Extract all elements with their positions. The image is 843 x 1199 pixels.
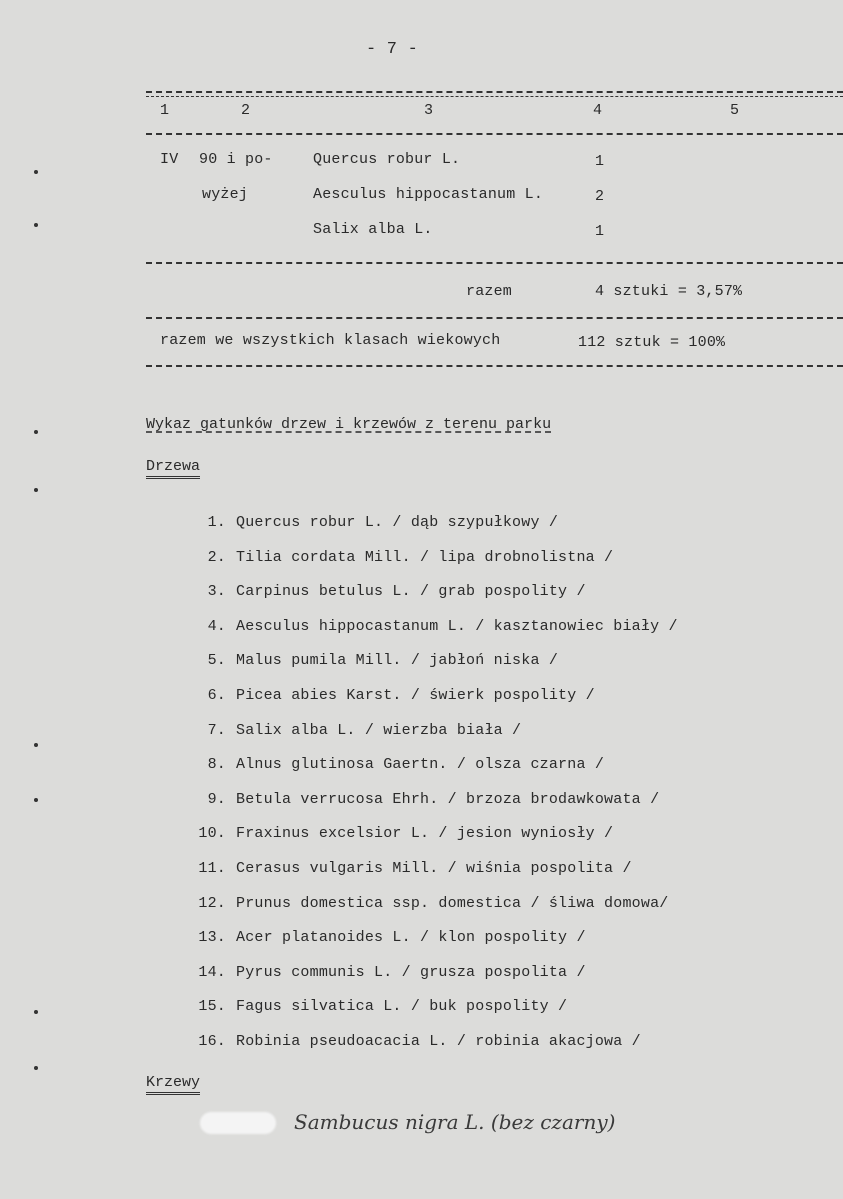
species-name: Quercus robur L. xyxy=(313,151,461,168)
subtotal-label: razem xyxy=(466,283,513,300)
correction-smudge xyxy=(200,1112,276,1134)
table-top-rule-2 xyxy=(146,96,843,97)
margin-dot xyxy=(34,430,38,434)
trees-heading: Drzewa xyxy=(146,458,200,479)
list-item: 4. Aesculus hippocastanum L. / kasztanowiec biały / xyxy=(207,617,678,635)
margin-dot xyxy=(34,1066,38,1070)
list-item: 2. Tilia cordata Mill. / lipa drobnolistna / xyxy=(207,548,614,566)
shrubs-heading: Krzewy xyxy=(146,1074,200,1095)
list-item: 6. Picea abies Karst. / świerk pospolity / xyxy=(207,686,595,704)
list-item: 7. Salix alba L. / wierzba biała / xyxy=(207,721,522,739)
table-top-rule xyxy=(146,91,843,93)
age-range-line1: 90 i po- xyxy=(199,151,273,168)
table-bottom-rule xyxy=(146,365,843,367)
trees-list xyxy=(194,506,678,1060)
total-label: razem we wszystkich klasach wiekowych xyxy=(160,332,501,349)
species-count: 1 xyxy=(595,223,605,240)
page-number: - 7 - xyxy=(366,40,419,59)
margin-dot xyxy=(34,743,38,747)
row-bottom-rule xyxy=(146,262,843,264)
species-count: 2 xyxy=(595,188,605,205)
section-title: Wykaz gatunków drzew i krzewów z terenu parku xyxy=(146,416,552,433)
subtotal-value: 4 sztuki = 3,57% xyxy=(595,283,743,300)
margin-dot xyxy=(34,170,38,174)
column-header-5: 5 xyxy=(730,102,740,119)
header-bottom-rule xyxy=(146,133,843,135)
species-name: Salix alba L. xyxy=(313,221,433,238)
species-count: 1 xyxy=(595,153,605,170)
column-header-2: 2 xyxy=(241,102,251,119)
subtotal-bottom-rule xyxy=(146,317,843,319)
list-item: 13. Acer platanoides L. / klon pospolity / xyxy=(198,929,586,947)
species-name: Aesculus hippocastanum L. xyxy=(313,186,544,203)
total-value: 112 sztuk = 100% xyxy=(578,334,726,351)
column-header-4: 4 xyxy=(593,102,603,119)
column-header-3: 3 xyxy=(424,102,434,119)
list-item: 11. Cerasus vulgaris Mill. / wiśnia pospolita / xyxy=(198,859,632,877)
margin-dot xyxy=(34,488,38,492)
margin-dot xyxy=(34,1010,38,1014)
handwritten-shrub-entry: Sambucus nigra L. (bez czarny) xyxy=(294,1110,616,1134)
list-item: 14. Pyrus communis L. / grusza pospolita / xyxy=(198,963,586,981)
margin-dot xyxy=(34,798,38,802)
list-item: 3. Carpinus betulus L. / grab pospolity / xyxy=(207,583,586,601)
age-class: IV xyxy=(160,151,179,168)
list-item: 9. Betula verrucosa Ehrh. / brzoza brodawkowata / xyxy=(207,790,660,808)
list-item: 8. Alnus glutinosa Gaertn. / olsza czarna / xyxy=(207,756,605,774)
list-item: 1. Quercus robur L. / dąb szypułkowy / xyxy=(207,514,559,531)
list-item: 5. Malus pumila Mill. / jabłoń niska / xyxy=(207,652,559,670)
list-item: 12. Prunus domestica ssp. domestica / śliwa domowa/ xyxy=(198,894,669,912)
list-item: 10. Fraxinus excelsior L. / jesion wyniosły / xyxy=(198,825,614,843)
margin-dot xyxy=(34,223,38,227)
list-item: 15. Fagus silvatica L. / buk pospolity / xyxy=(198,998,568,1016)
column-header-1: 1 xyxy=(160,102,170,119)
list-item: 16. Robinia pseudoacacia L. / robinia akacjowa / xyxy=(198,1032,641,1050)
age-range-line2: wyżej xyxy=(202,186,249,203)
